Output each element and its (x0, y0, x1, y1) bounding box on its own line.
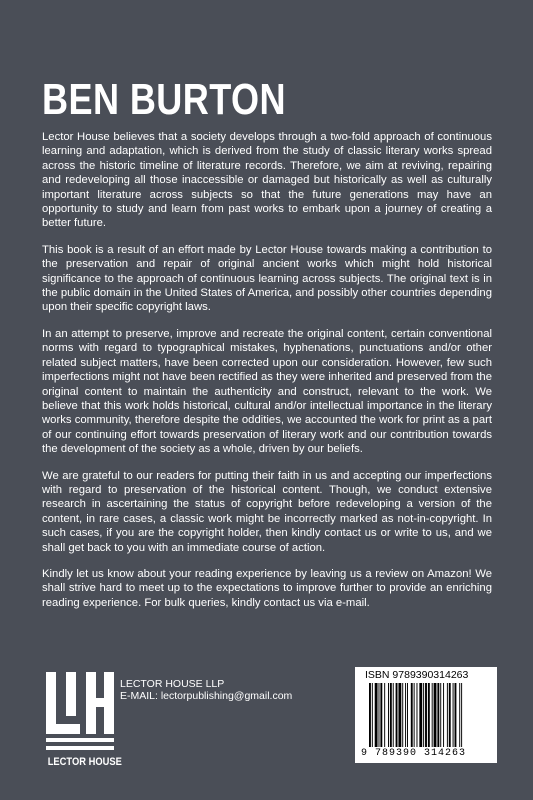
isbn-label: ISBN 9789390314263 (365, 669, 469, 681)
barcode-icon (369, 683, 487, 747)
publisher-name: LECTOR HOUSE LLP (120, 678, 225, 690)
blurb-paragraph-3: In an attempt to preserve, improve and recreate the original content, certain conventional norms with regard to typographical mistakes, hyphenations, punctuations and/or other related subject matters, have been corrected upon our consideration. However, few such imperfections might not have been rectified as they were inherited and preserved from the original content to maintain the authenticity and construct, relevant to the work. We believe that this work holds historical, cultural and/or intellectual importance in the literary works community, therefore despite the oddities, we accounted the work for print as a part of our continuing effort towards preservation of literary work and our contribution towards the development of the society as a whole, driven by our beliefs. (42, 327, 492, 456)
lh-monogram-icon (42, 670, 118, 754)
blurb-paragraph-1: Lector House believes that a society develops through a two-fold approach of continuous learning and adaptation, which is derived from the study of classic literary works spread across the historic timeline of literature records. Therefore, we aim at reviving, repairing and redeveloping all those inaccessible or damaged but historically as well as culturally important literature across subjects so that the future generations may have an opportunity to study and learn from past works to embark upon a journey of creating a better future. (42, 131, 492, 230)
blurb (42, 130, 492, 622)
isbn-barcode (355, 667, 497, 763)
lector-house-logo (42, 670, 122, 780)
isbn-digits: 9 789390 314263 (361, 748, 467, 759)
blurb-paragraph-2: This book is a result of an effort made by Lector House towards making a contribution to the preservation and repair of original ancient works which might hold historical significance to the approach of continuous learning across subjects. The original text is in the public domain in the United States of America, and possibly other countries depending upon their specific copyright laws. (42, 243, 492, 314)
logo-wordmark: LECTOR HOUSE (47, 756, 122, 768)
blurb-paragraph-4: We are grateful to our readers for putting their faith in us and accepting our imperfections with regard to preservation of the historical content. Though, we conduct extensive research in ascertaining the status of copyright before redeveloping a version of the content, in rare cases, a classic work might be incorrectly marked as not-in-copyright. In such cases, if you are the copyright holder, then kindly contact us or write to us, and we shall get back to you with an immediate course of action. (42, 469, 492, 554)
publisher-info (120, 678, 292, 702)
blurb-paragraph-5: Kindly let us know about your reading experience by leaving us a review on Amazon! We shall strive hard to meet up to the expectations to improve further to provide an enriching reading experience. For bulk queries, kindly contact us via e-mail. (42, 567, 492, 609)
publisher-email: E-MAIL: lectorpublishing@gmail.com (120, 690, 293, 702)
author-name: BEN BURTON (42, 75, 286, 124)
